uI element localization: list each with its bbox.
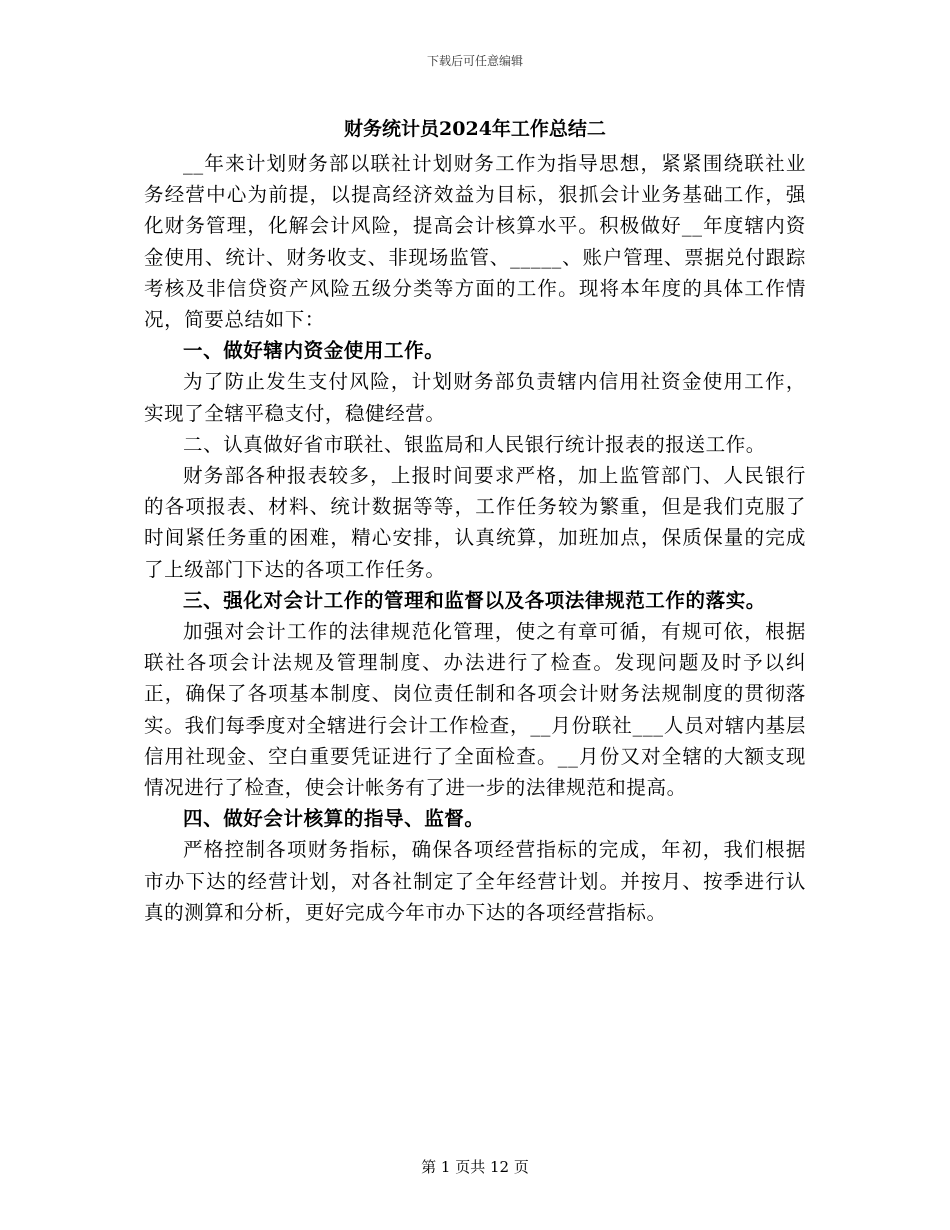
section-3-paragraph: 加强对会计工作的法律规范化管理，使之有章可循，有规可依，根据联社各项会计法规及管理制度、办法进行了检查。发现问题及时予以纠正，确保了各项基本制度、岗位责任制和各项会计财务法规制度的贯彻落实。我们每季度对全辖进行会计工作检查，__月份联社___人员对辖内基层信用社现金、空白重要凭证进行了全面检查。__月份又对全辖的大额支现情况进行了检查，使会计帐务有了进一步的法律规范和提高。 [144,620,806,800]
section-1-paragraph: 为了防止发生支付风险，计划财务部负责辖内信用社资金使用工作，实现了全辖平稳支付，稳健经营。 [144,370,806,425]
section-heading-4: 四、做好会计核算的指导、监督。 [183,807,485,831]
intro-paragraph: __年来计划财务部以联社计划财务工作为指导思想，紧紧围绕联社业务经营中心为前提，以提高经济效益为目标，狠抓会计业务基础工作，强化财务管理，化解会计风险，提高会计核算水平。积极做好__年度辖内资金使用、统计、财务收支、非现场监管、_____、账户管理、票据兑付跟踪考核及非信贷资产风险五级分类等方面的工作。现将本年度的具体工作情况，简要总结如下： [144,152,806,332]
section-heading-2: 二、认真做好省市联社、银监局和人民银行统计报表的报送工作。 [183,432,766,456]
section-4-paragraph: 严格控制各项财务指标，确保各项经营指标的完成，年初，我们根据市办下达的经营计划，对各社制定了全年经营计划。并按月、按季进行认真的测算和分析，更好完成今年市办下达的各项经营指标。 [144,838,806,924]
page-number: 第 1 页共 12 页 [421,1158,529,1176]
section-2-paragraph: 财务部各种报表较多，上报时间要求严格，加上监管部门、人民银行的各项报表、材料、统计数据等等，工作任务较为繁重，但是我们克服了时间紧任务重的困难，精心安排，认真统算，加班加点，保质保量的完成了上级部门下达的各项工作任务。 [144,464,806,581]
page-header-note: 下载后可任意编辑 [426,54,523,68]
section-heading-1: 一、做好辖内资金使用工作。 [183,339,445,363]
document-body [144,148,806,928]
section-heading-3: 三、强化对会计工作的管理和监督以及各项法律规范工作的落实。 [183,588,766,612]
document-title: 财务统计员2024年工作总结二 [344,118,606,140]
